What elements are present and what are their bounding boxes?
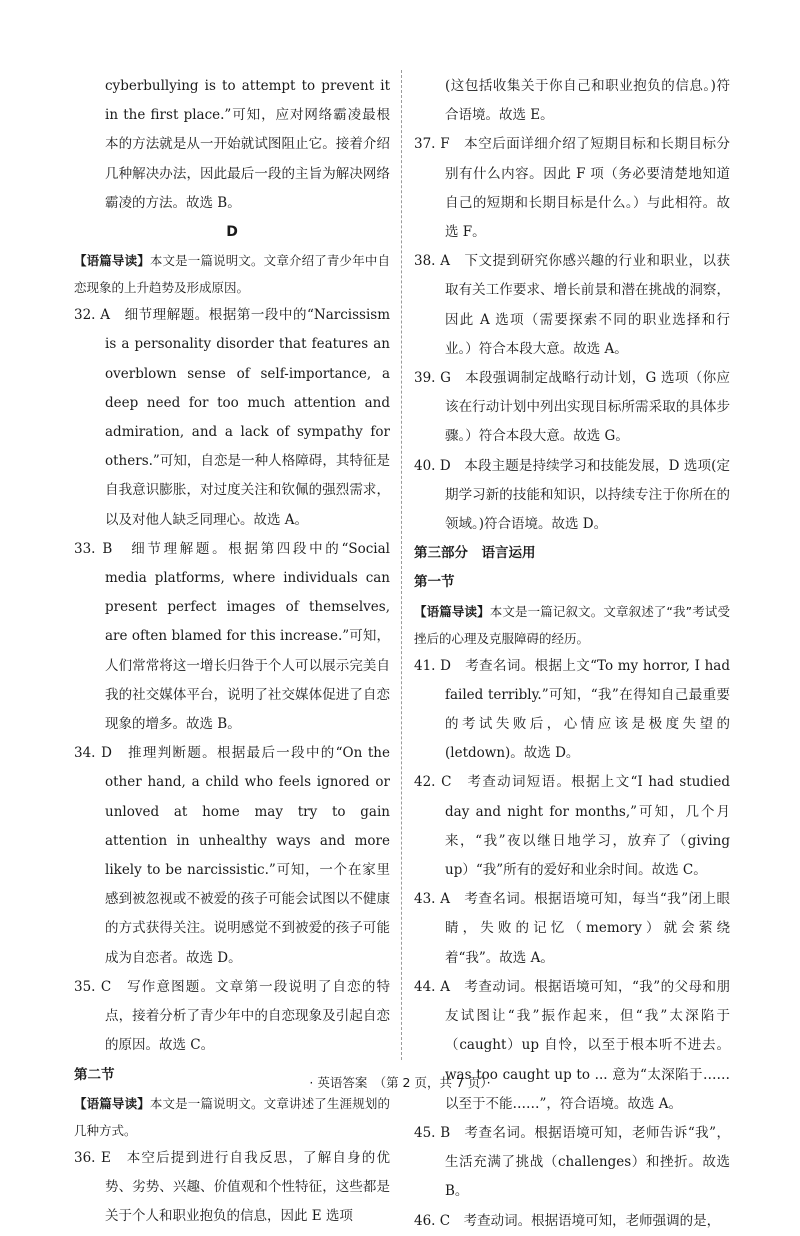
guide-tag: 【语篇导读】 — [74, 253, 150, 269]
page-footer: · 英语答案 （第 2 页，共 7 页）· — [309, 1075, 491, 1090]
part-3-heading: 第三部分 语言运用 — [414, 545, 536, 562]
passage-guide-3 — [414, 598, 730, 652]
answer-46: 46. C 考查动词。根据语境可知，老师强调的是， — [414, 1212, 721, 1229]
guide-text: 本文是一篇说明文。文章介绍了青少年中自恋现象的上升趋势及形成原因。 — [74, 253, 390, 296]
guide-text: 本文是一篇说明文。文章讲述了生涯规划的几种方式。 — [74, 1095, 390, 1138]
answer-38: 38. A 下文提到研究你感兴趣的行业和职业，以获取有关工作要求、增长前景和潜在挑战的洞察，因此 A 选项（需要探索不同的职业选择和行业。）符合本段大意。故选 A。 — [414, 253, 730, 357]
answer-44: 44. A 考查动词。根据语境可知，“我”的父母和朋友试图让“我”振作起来，但“我”太深陷于（caught）up 自怜，以至于根本听不进去。was too caught up to ... 意为“太深陷于……以至于不能……”，符合语境。故选 A。 — [414, 978, 730, 1112]
continued-answer-31: cyberbullying is to attempt to prevent it in the first place.”可知，应对网络霸凌最根本的方法就是从一开始就试图阻止它。接着介绍几种解决办法，因此最后一段的主旨为解决网络霸凌的方法。故选 B。 — [105, 78, 390, 211]
answer-41: 41. D 考查名词。根据上文“To my horror, I had failed terribly.”可知，“我”在得知自己最重要的考试失败后，心情应该是极度失望的(letdown)。故选 D。 — [414, 657, 730, 762]
answer-42: 42. C 考查动词短语。根据上文“I had studied day and night for months,”可知，几个月来，“我”夜以继日地学习，放弃了（giving up）“我”所有的爱好和业余时间。故选 C。 — [414, 774, 730, 879]
left-column — [74, 72, 390, 1231]
section-1-heading: 第一节 — [414, 574, 455, 591]
passage-guide-2 — [74, 1090, 390, 1144]
column-divider — [401, 70, 402, 1060]
section-2-heading: 第二节 — [74, 1066, 115, 1083]
right-column — [414, 72, 730, 1236]
answer-37: 37. F 本空后面详细介绍了短期目标和长期目标分别有什么内容。因此 F 项（务必要清楚地知道自己的短期和长期目标是什么。）与此相符。故选 F。 — [414, 136, 730, 241]
answer-40: 40. D 本段主题是持续学习和技能发展，D 选项(定期学习新的技能和知识，以持续专注于你所在的领域。)符合语境。故选 D。 — [414, 457, 730, 533]
passage-guide-d — [74, 247, 390, 301]
answer-43: 43. A 考查名词。根据语境可知，每当“我”闭上眼睛，失败的记忆（memory）就会萦绕着“我”。故选 A。 — [414, 891, 730, 966]
answer-33: 33. B 细节理解题。根据第四段中的“Social media platforms, where individuals can present perfect images of themselves, are often blamed for this increase.”可知，人们常常将这一增长归咎于个人可以展示完美自我的社交媒体平台，说明了社交媒体促进了自恋现象的增多。故选 B。 — [74, 540, 390, 733]
guide-tag: 【语篇导读】 — [74, 1095, 150, 1111]
continued-answer-36: (这包括收集关于你自己和职业抱负的信息。)符合语境。故选 E。 — [445, 78, 730, 124]
guide-text: 本文是一篇记叙文。文章叙述了“我”考试受挫后的心理及克服障碍的经历。 — [414, 603, 730, 646]
guide-tag: 【语篇导读】 — [414, 603, 490, 619]
section-d-heading: D — [226, 224, 238, 241]
answer-34: 34. D 推理判断题。根据最后一段中的“On the other hand, a child who feels ignored or unloved at home may try to gain attention in unhealthy ways and more likely to be narcissistic.”可知，一个在家里感到被忽视或不被爱的孩子可能会试图以不健康的方式获得关注。说明感觉不到被爱的孩子可能成为自恋者。故选 D。 — [74, 745, 390, 966]
answer-39: 39. G 本段强调制定战略行动计划，G 选项（你应该在行动计划中列出实现目标所需采取的具体步骤。）符合本段大意。故选 G。 — [414, 370, 730, 445]
answer-32: 32. A 细节理解题。根据第一段中的“Narcissism is a personality disorder that features an overblown sense of self-importance, a deep need for too much attention and admiration, and a lack of sympathy for others.”可知，自恋是一种人格障碍，其特征是自我意识膨胀，对过度关注和钦佩的强烈需求，以及对他人缺乏同理心。故选 A。 — [74, 307, 390, 528]
answer-45: 45. B 考查名词。根据语境可知，老师告诉“我”，生活充满了挑战（challenges）和挫折。故选 B。 — [414, 1124, 730, 1200]
answer-36: 36. E 本空后提到进行自我反思，了解自身的优势、劣势、兴趣、价值观和个性特征，这些都是关于个人和职业抱负的信息，因此 E 选项 — [74, 1149, 390, 1225]
answer-35: 35. C 写作意图题。文章第一段说明了自恋的特点，接着分析了青少年中的自恋现象及引起自恋的原因。故选 C。 — [74, 978, 390, 1054]
